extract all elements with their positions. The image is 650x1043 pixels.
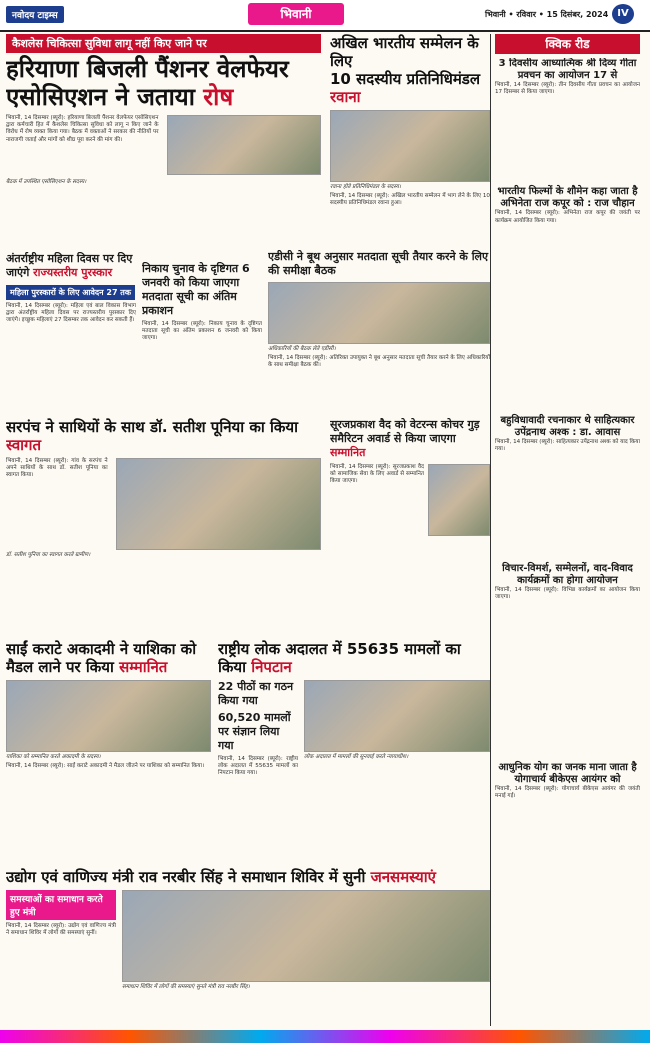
adc-photo (268, 282, 490, 344)
page-footer-strip (0, 1030, 650, 1043)
karate-headline-c: सम्मानित (119, 658, 168, 676)
lead-headline-line2: एसोसिएशन ने जताया (6, 83, 204, 111)
sammelan-headline-c: रवाना (330, 88, 361, 106)
lok-adalat-photo (304, 680, 490, 752)
sidebar-item-body: भिवानी, 14 दिसम्बर (ब्यूरो): विभिन्न कार्यक्रमों का आयोजन किया जाएगा। (495, 587, 640, 601)
sarpanch-headline-b: स्वागत (6, 436, 42, 454)
lead-headline-highlight: रोष (203, 83, 234, 111)
sidebar-title: क्विक रीड (495, 34, 640, 54)
sarpanch-photo (116, 458, 321, 550)
women-award-body: भिवानी, 14 दिसम्बर (ब्यूरो): महिला एवं बाल विकास विभाग द्वारा अंतर्राष्ट्रीय महिला दिवस पर राज्यस्तरीय पुरस्कार दिए जाएंगे। इच्छुक महिलाएं 27 दिसम्बर तक आवेदन कर सकती हैं। (6, 303, 136, 324)
karate-story (6, 640, 211, 860)
sidebar-item-head: आधुनिक योग का जनक माना जाता है योगाचार्य बीकेएस आयंगर को (498, 761, 637, 785)
suraj-story (330, 418, 490, 618)
women-award-headline-a: अंतर्राष्ट्रीय महिला दिवस पर दिए (6, 252, 133, 265)
sidebar-item (495, 563, 640, 601)
brand-logo: नवोदय टाइम्स (6, 6, 64, 23)
udyog-headline-a: उद्योग एवं वाणिज्य मंत्री राव नरबीर सिंह ने समाधान शिविर में सुनी (6, 868, 371, 886)
udyog-body: भिवानी, 14 दिसम्बर (ब्यूरो): उद्योग एवं वाणिज्य मंत्री ने समाधान शिविर में लोगों की समस्याएं सुनीं। (6, 923, 116, 937)
lead-story (6, 34, 321, 234)
sammelan-photo (330, 110, 490, 182)
lok-adalat-headline-a: राष्ट्रीय लोक अदालत में 55635 मामलों का किया (218, 640, 461, 676)
sidebar-item-body: भिवानी, 14 दिसम्बर (ब्यूरो): तीन दिवसीय गीता प्रवचन का आयोजन 17 दिसम्बर से किया जाएगा। (495, 82, 640, 96)
sidebar-item-body: भिवानी, 14 दिसम्बर (ब्यूरो): अभिनेता राज कपूर की जयंती पर कार्यक्रम आयोजित किया गया। (495, 210, 640, 224)
women-award-headline-c: राज्यस्तरीय पुरस्कार (33, 266, 113, 279)
sidebar-item-head: 3 दिवसीय आध्यात्मिक श्री दिव्य गीता प्रवचन का आयोजन 17 से (498, 58, 637, 81)
sarpanch-body: भिवानी, 14 दिसम्बर (ब्यूरो): गांव के सरपंच ने अपने साथियों के साथ डॉ. सतीश पूनिया का स्वागत किया। (6, 458, 108, 479)
suraj-headline-a: सूरजप्रकाश वैद को वेटरन्स कोचर गुड़ (330, 418, 480, 431)
udyog-photo (122, 890, 490, 982)
sidebar-item (495, 186, 640, 224)
nikay-body: भिवानी, 14 दिसम्बर (ब्यूरो): निकाय चुनाव के दृष्टिगत मतदाता सूची का अंतिम प्रकाशन 6 जनवरी को किया जाएगा। (142, 321, 262, 342)
masthead (0, 0, 650, 32)
lok-adalat-bullet: 60,520 मामलों पर संज्ञान लिया गया (218, 711, 291, 752)
lok-adalat-story (218, 640, 490, 860)
udyog-caption: समाधान शिविर में लोगों की समस्याएं सुनते मंत्री राव नरबीर सिंह। (122, 984, 250, 990)
sammelan-headline-b: 10 सदस्यीय प्रतिनिधिमंडल (330, 70, 480, 88)
karate-caption: याशिका को सम्मानित करते अकादमी के सदस्य। (6, 754, 101, 760)
sidebar-item-head: बहुविधावादी रचनाकार थे साहित्यकार उपेंद्रनाथ अश्क : डा. आवास (500, 414, 635, 438)
nikay-headline: निकाय चुनाव के दृष्टिगत 6 जनवरी को किया जाएगा मतदाता सूची का अंतिम प्रकाशन (142, 262, 250, 317)
nikay-story (142, 262, 262, 372)
page-number: IV (612, 4, 634, 24)
lead-photo (167, 115, 322, 175)
sarpanch-caption: डॉ. सतीश पूनिया का स्वागत करते ग्रामीण। (6, 552, 91, 558)
karate-photo (6, 680, 211, 752)
sidebar-item (495, 58, 640, 96)
suraj-photo (428, 464, 490, 536)
karate-headline-a: साईं कराटे अकादमी ने याशिका को (6, 640, 197, 658)
sidebar-item-head: विचार-विमर्श, सम्मेलनों, वाद-विवाद कार्यक्रमों का होगा आयोजन (502, 563, 633, 587)
adc-story (268, 250, 490, 410)
karate-headline-b: मैडल लाने पर किया (6, 658, 120, 676)
sarpanch-story (6, 418, 321, 618)
sammelan-body: भिवानी, 14 दिसम्बर (ब्यूरो): अखिल भारतीय सम्मेलन में भाग लेने के लिए 10 सदस्यीय प्रतिनिधिमंडल रवाना हुआ। (330, 193, 490, 207)
suraj-headline-c: सम्मानित (330, 446, 366, 459)
suraj-body: भिवानी, 14 दिसम्बर (ब्यूरो): सूरजप्रकाश वैद को सामाजिक सेवा के लिए अवार्ड से सम्मानित किया जाएगा। (330, 464, 424, 485)
lok-adalat-caption: लोक अदालत में मामलों की सुनवाई करते न्यायाधीश। (304, 754, 409, 760)
sammelan-caption: रवाना होते प्रतिनिधिमंडल के सदस्य। (330, 184, 401, 190)
sidebar-item-head: भारतीय फिल्मों के शौमेन कहा जाता है अभिनेता राज कपूर को : राज चौहान (497, 186, 638, 210)
lok-adalat-body: भिवानी, 14 दिसम्बर (ब्यूरो): राष्ट्रीय लोक अदालत में 55635 मामलों का निपटान किया गया। (218, 756, 298, 777)
udyog-quote: समस्याओं का समाधान करते हुए मंत्री (6, 890, 116, 920)
adc-headline: एडीसी ने बूथ अनुसार मतदाता सूची तैयार करने के लिए की समीक्षा बैठक (268, 250, 489, 277)
sarpanch-headline-a: सरपंच ने साथियों के साथ डॉ. सतीश पूनिया का किया (6, 418, 298, 436)
sidebar-item (495, 762, 640, 800)
lead-caption: बैठक में उपस्थित एसोसिएशन के सदस्य। (6, 179, 87, 185)
lok-adalat-bullet: 22 पीठों का गठन किया गया (218, 680, 294, 707)
women-award-sub: महिला पुरस्कारों के लिए आवेदन 27 तक (6, 285, 135, 300)
karate-body: भिवानी, 14 दिसम्बर (ब्यूरो): साईं कराटे अकादमी ने मैडल जीतने पर याशिका को सम्मानित किया। (6, 763, 205, 769)
sammelan-headline-a: अखिल भारतीय सम्मेलन के लिए (330, 34, 479, 70)
lead-headline-line1: हरियाणा बिजली पैंशनर वेलफेयर (6, 55, 289, 83)
sidebar-item-body: भिवानी, 14 दिसम्बर (ब्यूरो): योगाचार्य बीकेएस आयंगर की जयंती मनाई गई। (495, 785, 640, 799)
lead-kicker: कैशलेस चिकित्सा सुविधा लागू नहीं किए जाने पर (6, 34, 321, 53)
sidebar-item (495, 415, 640, 453)
sidebar (495, 58, 640, 1028)
suraj-headline-b: समैरिटन अवार्ड से किया जाएगा (330, 432, 456, 445)
women-award-headline-b: जाएंगे (6, 266, 34, 279)
lead-body: भिवानी, 14 दिसम्बर (ब्यूरो): हरियाणा बिजली पैंशनर वेलफेयर एसोसिएशन द्वारा कर्मचारी हित में कैशलेस चिकित्सा सुविधा को लागू न किए जाने के विरोध में रोष व्यक्त किया गया। बैठक में वक्ताओं ने सरकार की नीतियों पर नाराजगी जताई और मांगों को शीघ्र पूरा करने की मांग की। (6, 115, 159, 143)
adc-body: भिवानी, 14 दिसम्बर (ब्यूरो): अतिरिक्त उपायुक्त ने बूथ अनुसार मतदाता सूची तैयार करने के लिए अधिकारियों के साथ समीक्षा बैठक की। (268, 355, 490, 369)
sammelan-story (330, 34, 490, 244)
udyog-headline-b: जनसमस्याएं (370, 868, 436, 886)
udyog-story (6, 868, 490, 1026)
column-rule (490, 34, 491, 1026)
adc-caption: अधिकारियों की बैठक लेते एडीसी। (268, 346, 336, 352)
issue-date: भिवानी • रविवार • 15 दिसंबर, 2024 (485, 10, 609, 19)
lok-adalat-headline-b: निपटान (251, 658, 292, 676)
sidebar-item-body: भिवानी, 14 दिसम्बर (ब्यूरो): साहित्यकार उपेंद्रनाथ अश्क को याद किया गया। (495, 438, 640, 453)
section-title: भिवानी (248, 3, 344, 25)
